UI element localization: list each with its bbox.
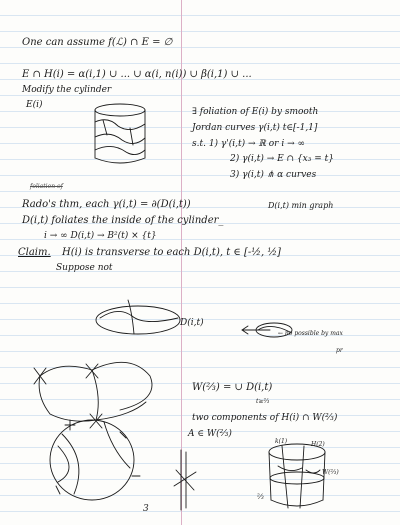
- label-W23: W(⅔): [322, 469, 339, 476]
- line-jordan-curves: Jordan curves γ(i,t) t∈[-1,1]: [192, 123, 318, 133]
- line-min-graph: D(i,t) min graph: [268, 201, 334, 210]
- line-modify-cylinder: Modify the cylinder: [22, 85, 112, 95]
- max-principle-note: ← no possible by max: [278, 330, 343, 337]
- line-W-def: W(⅔) = ∪ D(i,t): [192, 382, 273, 393]
- line-foliates: D(i,t) foliates the inside of the cylinder_: [22, 215, 224, 226]
- line-W-subscript: t≥⅔: [256, 398, 270, 405]
- line-rado: Rado's thm, each γ(i,t) = ∂(D(i,t)): [22, 199, 191, 210]
- line-claim: H(i) is transverse to each D(i,t), t ∈ [-½, ½]: [62, 247, 281, 258]
- line-intersection: E ∩ H(i) = α(i,1) ∪ ... ∪ α(i, n(i)) ∪ β(i,1) ∪ ...: [22, 69, 252, 80]
- label-two-thirds: ⅔: [257, 493, 264, 501]
- small-disk-sketch: [242, 323, 292, 337]
- page-number: 3: [143, 504, 149, 514]
- max-principle-note-2: pr: [336, 347, 343, 354]
- line-condition-1: s.t. 1) γ'(i,t) → ℝ or i → ∞: [192, 139, 305, 149]
- line-claim-label: Claim.: [18, 247, 51, 258]
- line-foliation-struck: foliation of: [30, 183, 63, 190]
- line-two-components: two components of H(i) ∩ W(⅔): [192, 413, 338, 423]
- cylinder-sketch: [95, 104, 145, 163]
- line-condition-3: 3) γ(i,t) ⋔ α curves: [230, 170, 317, 180]
- line-limit: i → ∞ D(i,t) → B²(t) × {t}: [44, 231, 157, 241]
- line-foliation-exists: ∃ foliation of E(i) by smooth: [192, 107, 319, 117]
- label-k1: k(1): [275, 438, 288, 445]
- line-suppose-not: Suppose not: [56, 263, 113, 273]
- disk-label: D(i,t): [180, 318, 204, 328]
- crossing-lines-sketch: [174, 450, 196, 510]
- line-E-i: E(i): [26, 100, 43, 110]
- line-condition-2: 2) γ(i,t) → E ∩ {x₃ = t}: [230, 154, 334, 164]
- disk-with-curve-sketch: [96, 300, 180, 334]
- line-assume: One can assume f(ℒ) ∩ E = ∅: [22, 37, 173, 48]
- line-A-in-W: A ∈ W(⅔): [188, 429, 232, 439]
- curve-network-sketch: [34, 362, 152, 428]
- label-H2: H(2): [311, 441, 325, 448]
- circle-with-arcs-sketch: [50, 420, 140, 500]
